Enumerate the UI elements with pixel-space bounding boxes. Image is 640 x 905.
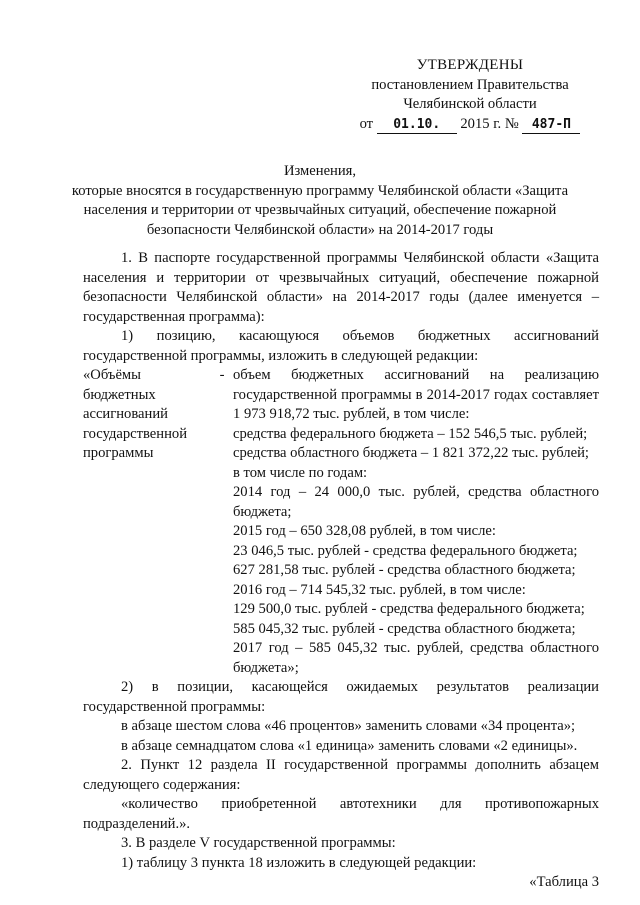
section1-item2-a: в абзаце шестом слова «46 процентов» заменить словами «34 процента»; — [121, 718, 576, 734]
budget-line: объем бюджетных ассигнований на реализацию государственной программы в 2014-2017 годах составляет 1 973 918,72 тыс. рублей, в том числе: — [233, 367, 599, 422]
approval-line2: Челябинской области — [403, 96, 537, 112]
approval-date: 01.10. — [377, 117, 457, 134]
section2-quote: «количество приобретенной автотехники для противопожарных подразделений.». — [83, 796, 599, 832]
approval-from: от — [359, 115, 374, 132]
approval-year: 2015 г. № — [460, 115, 519, 132]
section3-text: 3. В разделе V государственной программы: — [121, 835, 396, 851]
heading-title: Изменения, — [283, 163, 357, 179]
budget-line: 2016 год – 714 545,32 тыс. рублей, в том числе: — [233, 581, 526, 598]
budget-line: 627 281,58 тыс. рублей - средства областного бюджета; — [233, 562, 576, 578]
budget-line: 129 500,0 тыс. рублей - средства федерального бюджета; — [233, 601, 585, 617]
approval-block — [350, 56, 590, 134]
budget-line: средства федерального бюджета – 152 546,5 тыс. рублей; — [233, 425, 588, 442]
budget-line: 585 045,32 тыс. рублей - средства областного бюджета; — [233, 620, 576, 637]
document-body — [83, 249, 599, 893]
heading-line3: безопасности Челябинской области» на 2014-2017 годы — [146, 221, 494, 238]
budget-line: 2015 год – 650 328,08 рублей, в том числе: — [233, 523, 496, 539]
section1-item2: 2) в позиции, касающейся ожидаемых результатов реализации государственной программы: — [83, 679, 599, 715]
table-label: «Таблица 3 — [529, 874, 599, 890]
section1-intro: 1. В паспорте государственной программы Челябинской области «Защита населения и территории от чрезвычайных ситуаций, обеспечение пожарной безопасности Челябинской области» на 2014-2017 годы (далее именуется – государственная программа): — [83, 250, 599, 325]
approval-line1: постановлением Правительства — [371, 76, 569, 93]
budget-line: средства областного бюджета – 1 821 372,22 тыс. рублей; — [233, 445, 589, 461]
heading-line2: населения и территории от чрезвычайных ситуаций, обеспечение пожарной — [83, 202, 557, 218]
budget-line: 2017 год – 585 045,32 тыс. рублей, средства областного бюджета»; — [233, 640, 599, 676]
document-heading — [40, 162, 600, 240]
budget-dash: - — [219, 367, 225, 383]
approval-title: УТВЕРЖДЕНЫ — [416, 57, 524, 73]
budget-line: в том числе по годам: — [233, 464, 368, 481]
budget-position — [83, 366, 599, 678]
budget-label: «Объёмы бюджетных ассигнований государственной программы — [83, 367, 188, 461]
approval-number: 487-П — [522, 117, 580, 134]
budget-line: 2014 год – 24 000,0 тыс. рублей, средства областного бюджета; — [233, 484, 599, 520]
approval-date-line — [350, 115, 590, 135]
section1-item2-b: в абзаце семнадцатом слова «1 единица» заменить словами «2 единицы». — [121, 737, 578, 754]
budget-details — [233, 366, 599, 678]
section2-text: 2. Пункт 12 раздела II государственной программы дополнить абзацем следующего содержания: — [83, 757, 599, 793]
budget-line: 23 046,5 тыс. рублей - средства федерального бюджета; — [233, 542, 578, 559]
section1-item1: 1) позицию, касающуюся объемов бюджетных ассигнований государственной программы, изложить в следующей редакции: — [83, 328, 599, 364]
section3-item1: 1) таблицу 3 пункта 18 изложить в следующей редакции: — [121, 854, 477, 871]
heading-line1: которые вносятся в государственную программу Челябинской области «Защита — [71, 182, 569, 199]
